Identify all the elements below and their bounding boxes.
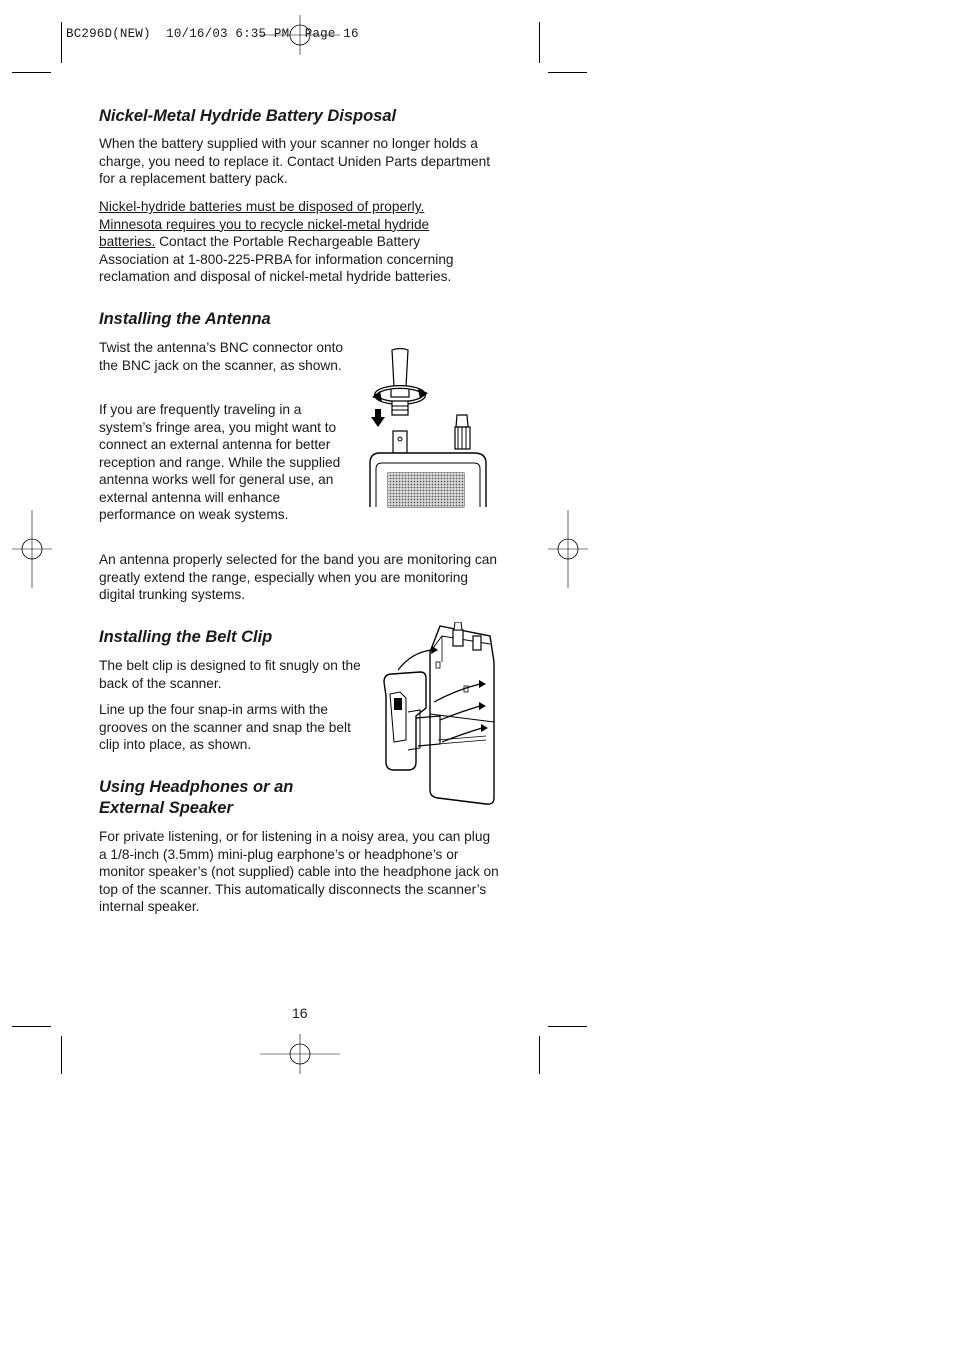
antenna-paragraph-2: If you are frequently traveling in a system’s fringe area, you might want to connect an external antenna for better reception and range. While the supplied antenna works well for general use, an external antenna will enhance performance on weak systems.	[99, 402, 341, 522]
beltclip-heading: Installing the Belt Clip	[99, 628, 273, 646]
crop-mark	[61, 1036, 62, 1074]
battery-paragraph-1: When the battery supplied with your scanner no longer holds a charge, you need to replace it. Contact Uniden Parts department for a replacement battery pack.	[99, 136, 491, 186]
antenna-paragraph-3: An antenna properly selected for the band you are monitoring can greatly extend the range, especially when you are monitoring digital trunking systems.	[99, 552, 497, 602]
beltclip-paragraph-2: Line up the four snap-in arms with the grooves on the scanner and snap the belt clip into place, as shown.	[99, 702, 351, 752]
crop-mark	[548, 1026, 587, 1027]
crop-mark	[539, 1036, 540, 1074]
crop-mark	[548, 72, 587, 73]
crop-mark	[12, 72, 51, 73]
crop-mark	[12, 1026, 51, 1027]
headphones-heading	[99, 777, 293, 819]
battery-heading: Nickel-Metal Hydride Battery Disposal	[99, 107, 397, 125]
page-number: 16	[292, 1005, 308, 1021]
print-slug: BC296D(NEW) 10/16/03 6:35 PM Page 16	[66, 27, 359, 41]
antenna-paragraph-1: Twist the antenna’s BNC connector onto the BNC jack on the scanner, as shown.	[99, 340, 343, 373]
battery-warning-underlined: Nickel-hydride batteries must be disposed of properly. Minnesota requires you to recycle nickel-metal hydride batteries.	[99, 199, 430, 249]
headphones-heading-line-2: External Speaker	[99, 799, 233, 817]
headphones-heading-line-1: Using Headphones or an	[99, 778, 294, 796]
registration-mark-right	[548, 510, 588, 588]
battery-paragraph-2	[99, 198, 489, 286]
beltclip-paragraph-1: The belt clip is designed to fit snugly on the back of the scanner.	[99, 658, 361, 691]
headphones-paragraph-1: For private listening, or for listening in a noisy area, you can plug a 1/8-inch (3.5mm) mini-plug earphone’s or headphone’s or monitor speaker’s (not supplied) cable into the headphone jack on top of the scanner. This automatically disconnects the scanner’s internal speaker.	[99, 829, 499, 914]
belt-clip-illustration	[378, 622, 500, 807]
crop-mark	[61, 22, 62, 63]
registration-mark-left	[12, 510, 52, 588]
crop-mark	[539, 22, 540, 63]
battery-paragraph-2-rest: Contact the Portable Rechargeable Battery Association at 1-800-225-PRBA for information concerning reclamation and disposal of nickel-metal hydride batteries.	[99, 234, 454, 284]
antenna-install-illustration	[362, 345, 492, 510]
antenna-heading: Installing the Antenna	[99, 310, 271, 328]
registration-mark-bottom	[260, 1034, 340, 1074]
registration-mark-top	[260, 15, 340, 55]
